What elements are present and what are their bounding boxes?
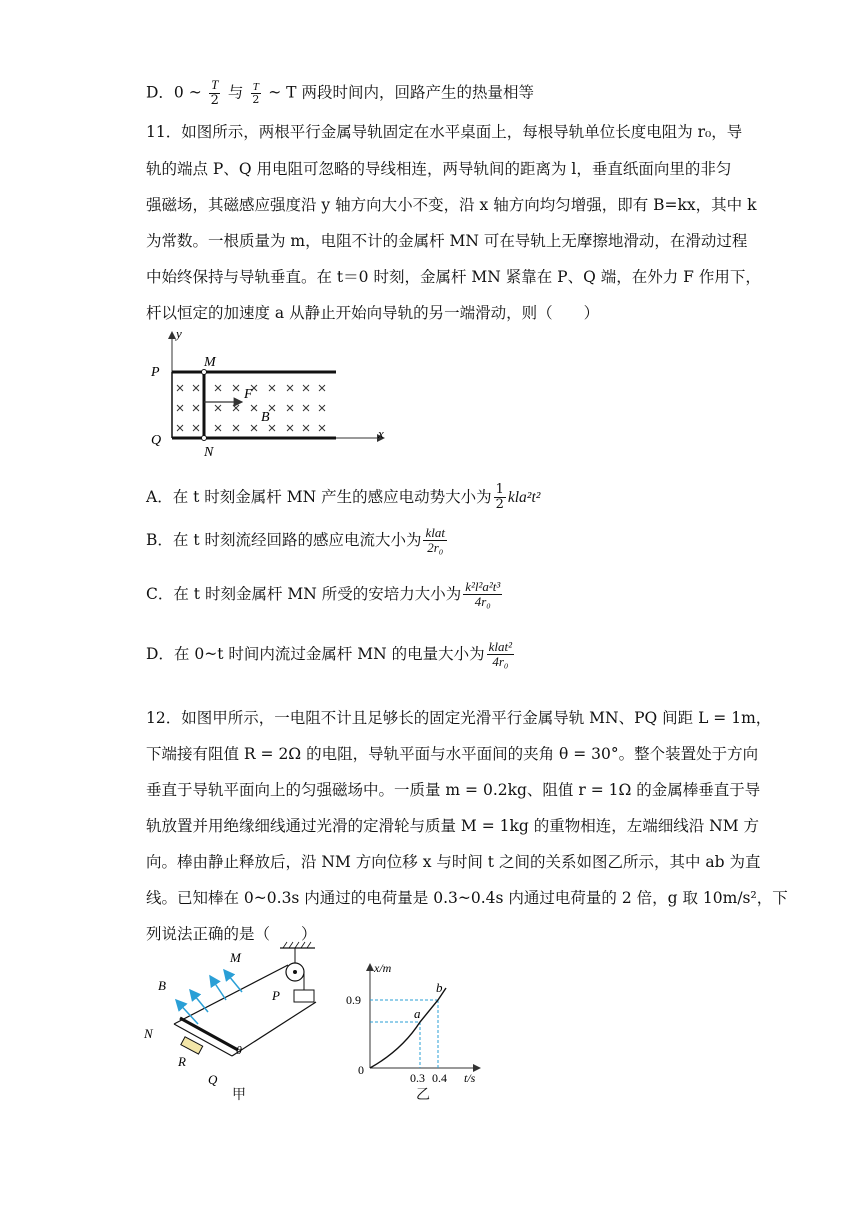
q12-line-6: 线。已知棒在 0~0.3s 内通过的电荷量是 0.3~0.4s 内通过电荷量的 2 倍，g 取 10m/s²，下 <box>146 889 788 907</box>
y-axis-label: y <box>176 326 182 341</box>
q11-line-6: 杆以恒定的加速度 a 从静止开始向导轨的另一端滑动，则（ ） <box>146 304 600 322</box>
q11-line-5: 中始终保持与导轨垂直。在 t＝0 时刻，金属杆 MN 紧靠在 P、Q 端，在外力 F 作用下， <box>146 268 761 286</box>
svg-text:a: a <box>414 1006 421 1021</box>
label-p: P <box>151 365 160 380</box>
fraction: $\frac{T}{2}$ <box>210 77 219 109</box>
q12-figure-yi <box>340 958 490 1088</box>
caption-jia: 甲 <box>232 1087 246 1103</box>
weight-block <box>294 990 314 1002</box>
q11-rail-figure <box>146 326 396 466</box>
svg-text:B: B <box>158 978 166 993</box>
q12-line-1: 12．如图甲所示，一电阻不计且足够长的固定光滑平行金属导轨 MN、PQ 间距 L = 1m， <box>146 709 772 727</box>
q11-option-b: B．在 t 时刻流经回路的感应电流大小为 $\frac{\text{klat}}{\text{2r₀}}$ <box>146 525 445 556</box>
svg-text:t/s: t/s <box>464 1071 476 1085</box>
label-n: N <box>204 445 214 460</box>
label-b: B <box>261 410 270 425</box>
q11-line-2: 轨的端点 P、Q 用电阻可忽略的导线相连，两导轨间的距离为 l，垂直纸面向里的非匀 <box>146 160 732 178</box>
svg-text:N: N <box>144 1026 153 1041</box>
q11-line-1: 11．如图所示，两根平行金属导轨固定在水平桌面上，每根导轨单位长度电阻为 r₀，导 <box>146 123 743 141</box>
q11-option-d: D．在 0~t 时间内流过金属杆 MN 的电量大小为 $\frac{\text{klat²}}{\text{4r₀}}$ <box>146 639 513 670</box>
fraction: $\frac{T}{2}$ <box>252 80 260 106</box>
q10-option-d: D．0 ~ $\frac{T}{2}$ 与 $\frac{T}{2}$ ~ T 两段时间内，回路产生的热量相等 <box>146 77 534 109</box>
q12-line-2: 下端接有阻值 R = 2Ω 的电阻，导轨平面与水平面间的夹角 θ = 30°。整个装置处于方向 <box>146 745 759 763</box>
q11-option-c: C．在 t 时刻金属杆 MN 所受的安培力大小为 $\frac{\text{k²l²a²t³}}{\text{4r₀}}$ <box>146 579 501 610</box>
svg-text:0.9: 0.9 <box>346 993 361 1007</box>
svg-text:0.4: 0.4 <box>432 1071 447 1085</box>
svg-text:P: P <box>272 988 280 1003</box>
q11-line-3: 强磁场，其磁感应强度沿 y 轴方向大小不变，沿 x 轴方向均匀增强，即有 B=kx，其中 k <box>146 196 757 214</box>
q12-figure-jia <box>140 938 330 1088</box>
svg-text:R: R <box>178 1054 186 1069</box>
label-q: Q <box>151 433 162 448</box>
svg-text:θ: θ <box>236 1043 242 1057</box>
q11-option-a: A．在 t 时刻金属杆 MN 产生的感应电动势大小为 $\frac{1}{2}$ kla²t² <box>146 482 541 513</box>
label-f: F <box>244 387 253 402</box>
q12-line-4: 轨放置并用绝缘细线通过光滑的定滑轮与质量 M = 1kg 的重物相连，左端细线沿 NM 方 <box>146 817 760 835</box>
svg-text:x/m: x/m <box>374 961 392 975</box>
x-axis-label: x <box>378 426 384 441</box>
svg-text:b: b <box>436 980 443 995</box>
q12-line-3: 垂直于导轨平面向上的匀强磁场中。一质量 m = 0.2kg、阻值 r = 1Ω 的金属棒垂直于导 <box>146 781 761 799</box>
svg-text:0.3: 0.3 <box>410 1071 425 1085</box>
label-m: M <box>204 355 216 370</box>
q12-line-7: 列说法正确的是（ ） <box>146 925 317 943</box>
caption-yi: 乙 <box>416 1087 430 1103</box>
q11-line-4: 为常数。一根质量为 m，电阻不计的金属杆 MN 可在导轨上无摩擦地滑动，在滑动过程 <box>146 232 748 250</box>
svg-text:0: 0 <box>358 1063 364 1077</box>
svg-text:M: M <box>230 950 241 965</box>
resistor-r <box>181 1037 203 1054</box>
q12-line-5: 向。棒由静止释放后，沿 NM 方向位移 x 与时间 t 之间的关系如图乙所示，其中 ab 为直 <box>146 853 761 871</box>
svg-text:Q: Q <box>208 1072 218 1087</box>
